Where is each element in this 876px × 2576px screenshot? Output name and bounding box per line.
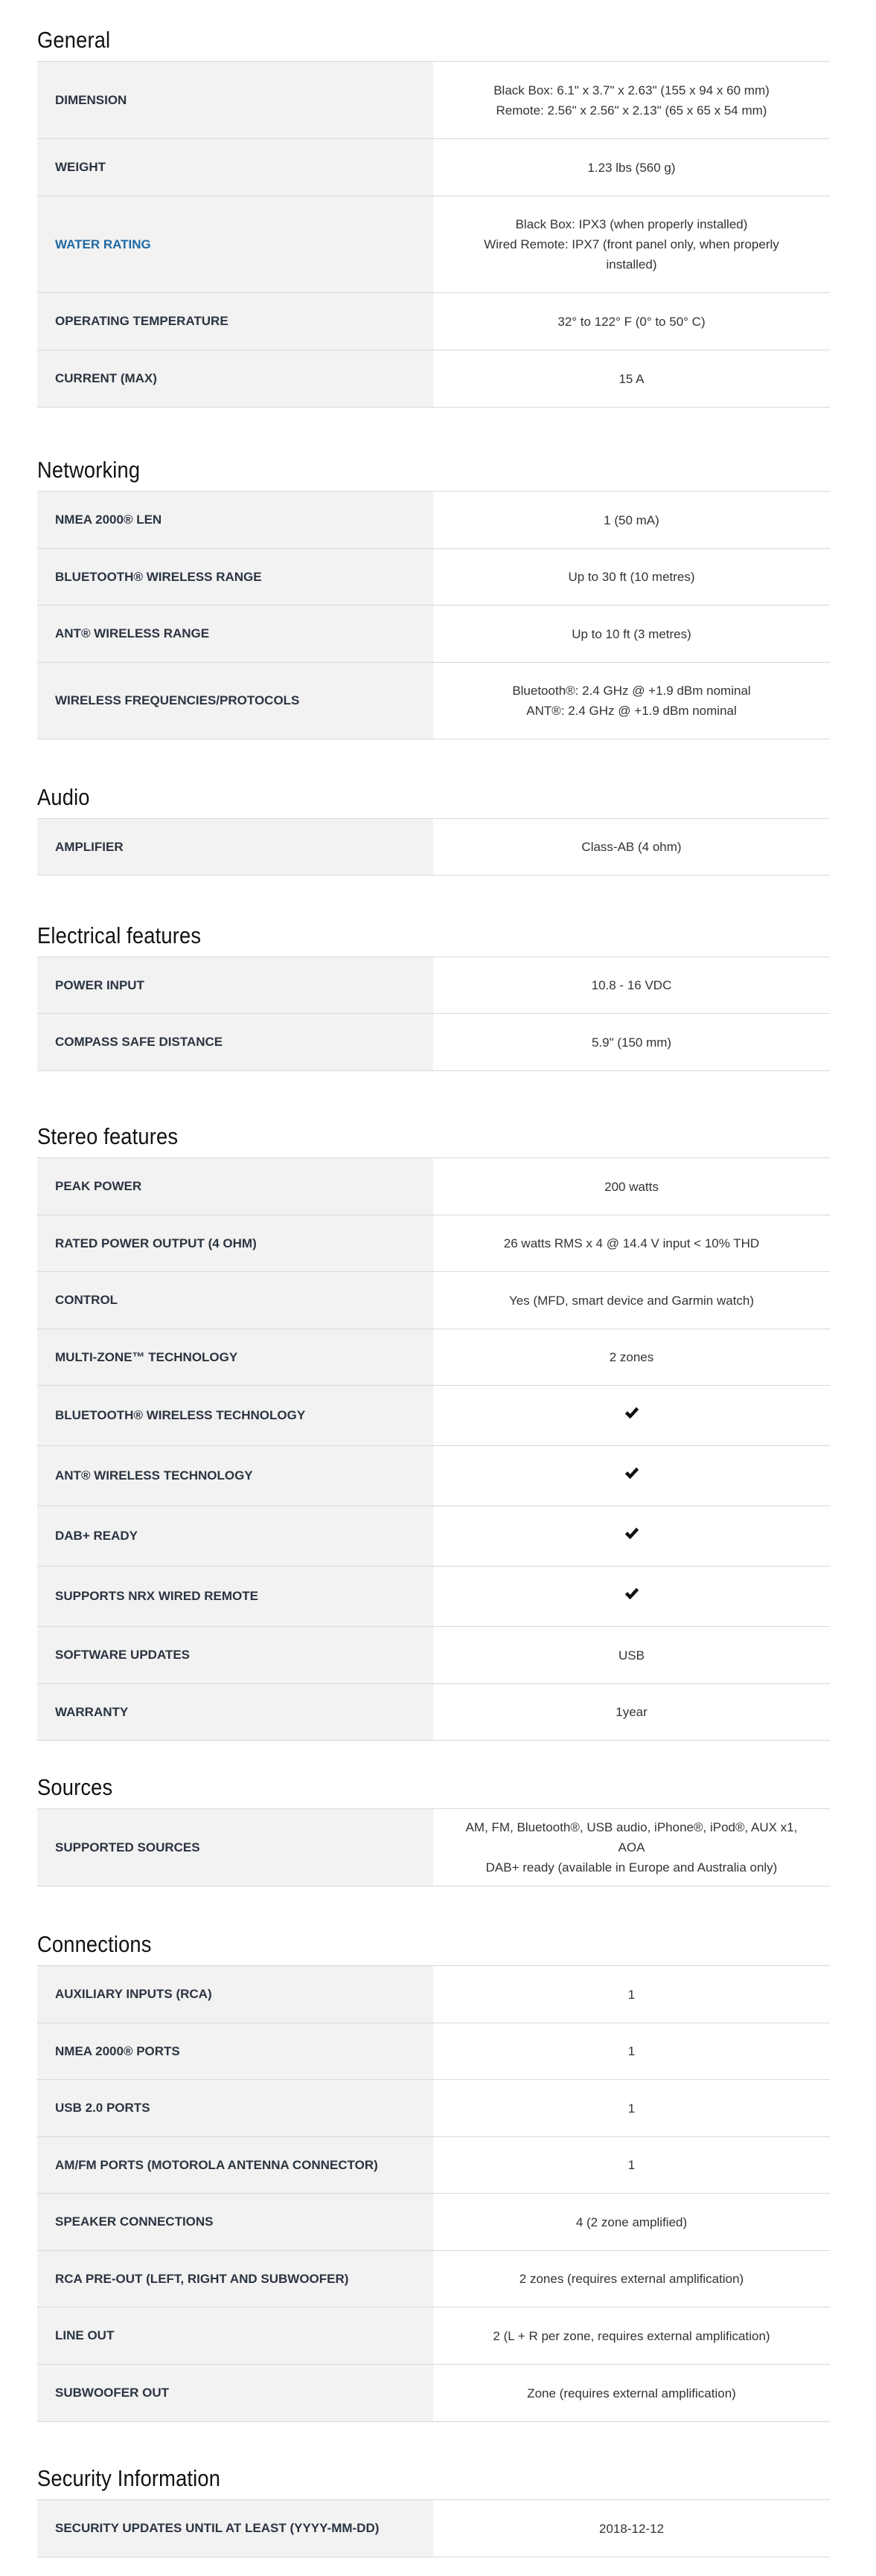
spec-value: Black Box: IPX3 (when properly installed) Wired Remote: IPX7 (front panel only, when properly installed) xyxy=(484,217,779,272)
spec-value: Up to 10 ft (3 metres) xyxy=(572,626,691,641)
spec-label-link[interactable]: WATER RATING xyxy=(37,196,433,293)
spec-row xyxy=(37,350,830,408)
section-title: General xyxy=(37,27,111,53)
spec-value-check xyxy=(433,1506,830,1567)
spec-value: Zone (requires external amplification) xyxy=(527,2386,736,2400)
section-title: Connections xyxy=(37,1931,152,1957)
spec-table xyxy=(37,1157,830,1741)
spec-label: AM/FM PORTS (MOTOROLA ANTENNA CONNECTOR) xyxy=(37,2137,433,2194)
section-sources xyxy=(37,1767,830,1886)
spec-row xyxy=(37,2137,830,2194)
section-connections xyxy=(37,1924,830,2422)
section-title: Electrical features xyxy=(37,922,202,948)
spec-label: AMPLIFIER xyxy=(37,819,433,876)
section-title: Sources xyxy=(37,1774,113,1800)
spec-value: Up to 30 ft (10 metres) xyxy=(568,570,695,584)
spec-label: POWER INPUT xyxy=(37,957,433,1014)
spec-label: BLUETOOTH® WIRELESS RANGE xyxy=(37,549,433,606)
spec-row xyxy=(37,1684,830,1741)
spec-table xyxy=(37,1965,830,2422)
spec-label: NMEA 2000® PORTS xyxy=(37,2023,433,2080)
spec-row xyxy=(37,62,830,139)
spec-row xyxy=(37,293,830,350)
spec-row xyxy=(37,1014,830,1071)
spec-label: PEAK POWER xyxy=(37,1158,433,1215)
spec-row xyxy=(37,1966,830,2023)
spec-row xyxy=(37,2307,830,2365)
spec-label: SUPPORTS NRX WIRED REMOTE xyxy=(37,1567,433,1627)
spec-label: AUXILIARY INPUTS (RCA) xyxy=(37,1966,433,2023)
spec-label: COMPASS SAFE DISTANCE xyxy=(37,1014,433,1071)
spec-row xyxy=(37,1329,830,1386)
spec-label: SPEAKER CONNECTIONS xyxy=(37,2194,433,2251)
spec-value: 2 (L + R per zone, requires external amplification) xyxy=(493,2328,770,2343)
spec-row xyxy=(37,819,830,876)
spec-value-check xyxy=(433,1567,830,1627)
spec-label: ANT® WIRELESS TECHNOLOGY xyxy=(37,1446,433,1506)
spec-label: OPERATING TEMPERATURE xyxy=(37,293,433,350)
spec-row xyxy=(37,1158,830,1215)
spec-label: DIMENSION xyxy=(37,62,433,139)
spec-label: RCA PRE-OUT (LEFT, RIGHT AND SUBWOOFER) xyxy=(37,2251,433,2307)
spec-value: 1 xyxy=(627,2044,636,2058)
spec-row xyxy=(37,2080,830,2137)
spec-label: CURRENT (MAX) xyxy=(37,350,433,408)
spec-label: CONTROL xyxy=(37,1272,433,1329)
spec-value: 1year xyxy=(616,1705,648,1719)
spec-label: WEIGHT xyxy=(37,139,433,196)
spec-label: DAB+ READY xyxy=(37,1506,433,1567)
spec-row xyxy=(37,2023,830,2080)
checkmark-icon xyxy=(624,1465,640,1481)
spec-value: 26 watts RMS x 4 @ 14.4 V input < 10% THD xyxy=(503,1236,760,1250)
spec-value: 1 xyxy=(627,1987,636,2002)
spec-value: 2018-12-12 xyxy=(599,2521,664,2536)
spec-value: AM, FM, Bluetooth®, USB audio, iPhone®, iPod®, AUX x1, AOA DAB+ ready (available in Europe and Australia only) xyxy=(465,1820,798,1875)
spec-row xyxy=(37,2365,830,2422)
section-title: Audio xyxy=(37,784,90,810)
spec-table xyxy=(37,1808,830,1886)
spec-table xyxy=(37,2499,830,2557)
spec-label: SUPPORTED SOURCES xyxy=(37,1809,433,1886)
spec-row xyxy=(37,606,830,663)
spec-value: 1 (50 mA) xyxy=(604,513,659,527)
spec-label: MULTI-ZONE™ TECHNOLOGY xyxy=(37,1329,433,1386)
spec-value: 10.8 - 16 VDC xyxy=(591,978,672,992)
spec-value: 15 A xyxy=(618,371,645,386)
spec-row xyxy=(37,2251,830,2307)
spec-value: Bluetooth®: 2.4 GHz @ +1.9 dBm nominal ANT®: 2.4 GHz @ +1.9 dBm nominal xyxy=(512,684,751,718)
spec-row xyxy=(37,2194,830,2251)
section-stereo-features xyxy=(37,1116,830,1741)
spec-row xyxy=(37,1446,830,1506)
spec-label: WARRANTY xyxy=(37,1684,433,1741)
spec-row xyxy=(37,663,830,739)
spec-value: 32° to 122° F (0° to 50° C) xyxy=(557,314,706,329)
spec-value-check xyxy=(433,1446,830,1506)
spec-value: 1.23 lbs (560 g) xyxy=(587,160,676,175)
section-title: Security Information xyxy=(37,2465,221,2491)
spec-row xyxy=(37,196,830,293)
spec-row xyxy=(37,549,830,606)
spec-row xyxy=(37,1386,830,1446)
spec-value: 4 (2 zone amplified) xyxy=(575,2214,688,2229)
spec-row xyxy=(37,1215,830,1272)
spec-label: WIRELESS FREQUENCIES/PROTOCOLS xyxy=(37,663,433,739)
spec-table xyxy=(37,61,830,408)
section-title: Stereo features xyxy=(37,1123,179,1149)
checkmark-icon xyxy=(624,1525,640,1541)
spec-row xyxy=(37,1272,830,1329)
spec-row xyxy=(37,1627,830,1684)
spec-table xyxy=(37,957,830,1071)
section-security-information xyxy=(37,2458,830,2557)
spec-label: LINE OUT xyxy=(37,2307,433,2365)
spec-label: BLUETOOTH® WIRELESS TECHNOLOGY xyxy=(37,1386,433,1446)
spec-value: Black Box: 6.1" x 3.7" x 2.63" (155 x 94 x 60 mm) Remote: 2.56" x 2.56" x 2.13" (65 x 65 x 54 mm) xyxy=(493,83,770,118)
spec-row xyxy=(37,1567,830,1627)
section-electrical-features xyxy=(37,915,830,1071)
spec-label: SOFTWARE UPDATES xyxy=(37,1627,433,1684)
spec-value: Yes (MFD, smart device and Garmin watch) xyxy=(508,1293,755,1308)
spec-table xyxy=(37,491,830,739)
spec-label: SECURITY UPDATES UNTIL AT LEAST (YYYY-MM-DD) xyxy=(37,2500,433,2557)
spec-label: RATED POWER OUTPUT (4 OHM) xyxy=(37,1215,433,1272)
checkmark-icon xyxy=(624,1585,640,1602)
spec-row xyxy=(37,957,830,1014)
spec-value: 1 xyxy=(627,2158,636,2172)
spec-value: USB xyxy=(618,1648,645,1663)
spec-value-check xyxy=(433,1386,830,1446)
section-general xyxy=(37,19,830,408)
spec-value: 1 xyxy=(627,2101,636,2116)
spec-label: NMEA 2000® LEN xyxy=(37,492,433,549)
spec-row xyxy=(37,2500,830,2557)
spec-label: ANT® WIRELESS RANGE xyxy=(37,606,433,663)
checkmark-icon xyxy=(624,1404,640,1421)
spec-table xyxy=(37,818,830,876)
spec-label: USB 2.0 PORTS xyxy=(37,2080,433,2137)
spec-row xyxy=(37,1809,830,1886)
spec-row xyxy=(37,1506,830,1567)
spec-label: SUBWOOFER OUT xyxy=(37,2365,433,2422)
section-audio xyxy=(37,777,830,876)
spec-value: Class-AB (4 ohm) xyxy=(581,840,682,854)
spec-value: 5.9" (150 mm) xyxy=(591,1035,672,1050)
spec-value: 200 watts xyxy=(604,1179,659,1194)
spec-value: 2 zones xyxy=(609,1350,654,1364)
spec-value: 2 zones (requires external amplification) xyxy=(519,2272,744,2286)
section-networking xyxy=(37,449,830,739)
spec-row xyxy=(37,139,830,196)
spec-row xyxy=(37,492,830,549)
section-title: Networking xyxy=(37,457,141,483)
